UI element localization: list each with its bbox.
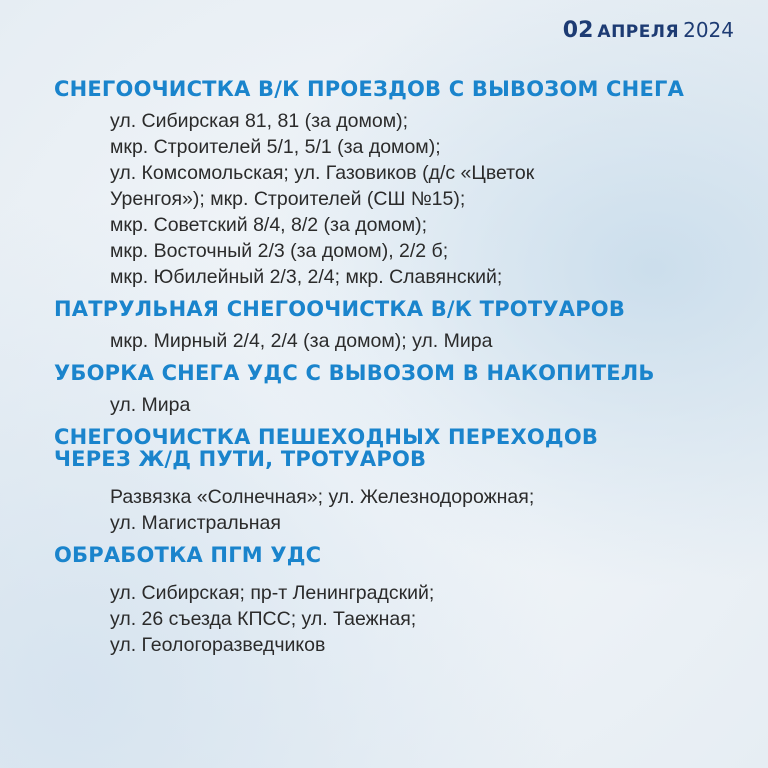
address-list xyxy=(110,392,748,418)
address-line: Развязка «Солнечная»; ул. Железнодорожная; xyxy=(110,486,535,508)
address-line: ул. Сибирская 81, 81 (за домом); xyxy=(110,110,409,132)
section-title: ПАТРУЛЬНАЯ СНЕГООЧИСТКА В/К ТРОТУАРОВ xyxy=(54,297,626,321)
address-line: мкр. Восточный 2/3 (за домом), 2/2 б; xyxy=(110,240,449,262)
address-list xyxy=(110,580,748,658)
date-year: 2024 xyxy=(683,18,734,42)
address-line: ул. Геологоразведчиков xyxy=(110,634,326,656)
address-list xyxy=(110,484,748,536)
address-list xyxy=(110,108,748,290)
section-title: СНЕГООЧИСТКА В/К ПРОЕЗДОВ С ВЫВОЗОМ СНЕГА xyxy=(54,77,685,101)
section-title: УБОРКА СНЕГА УДС С ВЫВОЗОМ В НАКОПИТЕЛЬ xyxy=(54,361,655,385)
address-line: ул. 26 съезда КПСС; ул. Таежная; xyxy=(110,608,417,630)
date-header xyxy=(563,18,734,43)
address-line: мкр. Мирный 2/4, 2/4 (за домом); ул. Мира xyxy=(110,330,493,352)
address-line: Уренгоя»); мкр. Строителей (СШ №15); xyxy=(110,188,466,210)
address-line: мкр. Юбилейный 2/3, 2/4; мкр. Славянский; xyxy=(110,266,503,288)
address-line: мкр. Советский 8/4, 8/2 (за домом); xyxy=(110,214,428,236)
address-list xyxy=(110,328,748,354)
address-line: мкр. Строителей 5/1, 5/1 (за домом); xyxy=(110,136,441,158)
address-line: ул. Комсомольская; ул. Газовиков (д/с «Цветок xyxy=(110,162,535,184)
section-uds-cleanup xyxy=(54,362,748,418)
section-title: СНЕГООЧИСТКА ПЕШЕХОДНЫХ ПЕРЕХОДОВ ЧЕРЕЗ Ж/Д ПУТИ, ТРОТУАРОВ xyxy=(54,425,599,471)
section-pgm-treatment xyxy=(54,544,748,658)
address-line: ул. Мира xyxy=(110,394,191,416)
section-patrol-sidewalks xyxy=(54,298,748,354)
date-day: 02 xyxy=(562,18,594,43)
date-month: АПРЕЛЯ xyxy=(597,22,680,42)
section-snow-removal-with-export xyxy=(54,78,748,290)
schedule-content xyxy=(54,78,748,666)
section-pedestrian-crossings xyxy=(54,426,748,536)
address-line: ул. Сибирская; пр-т Ленинградский; xyxy=(110,582,435,604)
section-title: ОБРАБОТКА ПГМ УДС xyxy=(54,543,322,567)
address-line: ул. Магистральная xyxy=(110,512,281,534)
